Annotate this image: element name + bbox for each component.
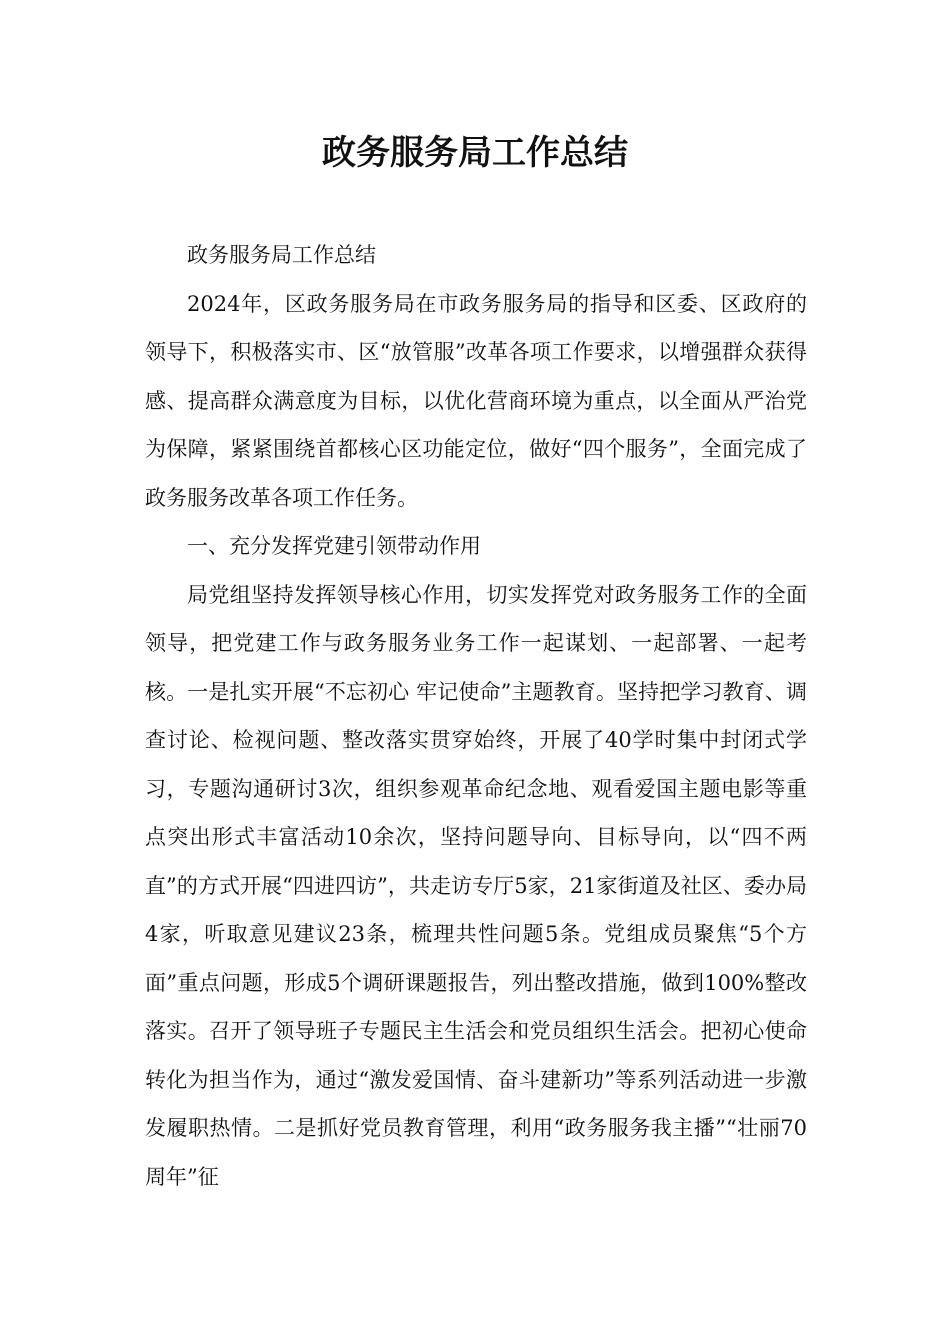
page-title: 政务服务局工作总结 (322, 133, 628, 173)
document-body (145, 231, 807, 1201)
paragraph-intro: 2024年，区政务服务局在市政务服务局的指导和区委、区政府的领导下，积极落实市、区“放管服”改革各项工作要求，以增强群众获得感、提高群众满意度为目标，以优化营商环境为重点，以全面从严治党为保障，紧紧围绕首都核心区功能定位，做好“四个服务”，全面完成了政务服务改革各项工作任务。 (145, 291, 807, 510)
paragraph-subtitle: 政务服务局工作总结 (187, 243, 376, 267)
paragraph-body: 局党组坚持发挥领导核心作用，切实发挥党对政务服务工作的全面领导，把党建工作与政务服务业务工作一起谋划、一起部署、一起考核。一是扎实开展“不忘初心 牢记使命”主题教育。坚持把学习教育、调查讨论、检视问题、整改落实贯穿始终，开展了40学时集中封闭式学习，专题沟通研讨3次，组织参观革命纪念地、观看爱国主题电影等重点突出形式丰富活动10余次，坚持问题导向、目标导向，以“四不两直”的方式开展“四进四访”，共走访专厅5家，21家街道及社区、委办局4家，听取意见建议23条，梳理共性问题5条。党组成员聚焦“5个方面”重点问题，形成5个调研课题报告，列出整改措施，做到100%整改落实。召开了领导班子专题民主生活会和党员组织生活会。把初心使命转化为担当作为，通过“激发爱国情、奋斗建新功”等系列活动进一步激发履职热情。二是抓好党员教育管理，利用“政务服务我主播”“壮丽70周年”征 (145, 582, 807, 1189)
section-heading: 一、充分发挥党建引领带动作用 (187, 534, 481, 558)
